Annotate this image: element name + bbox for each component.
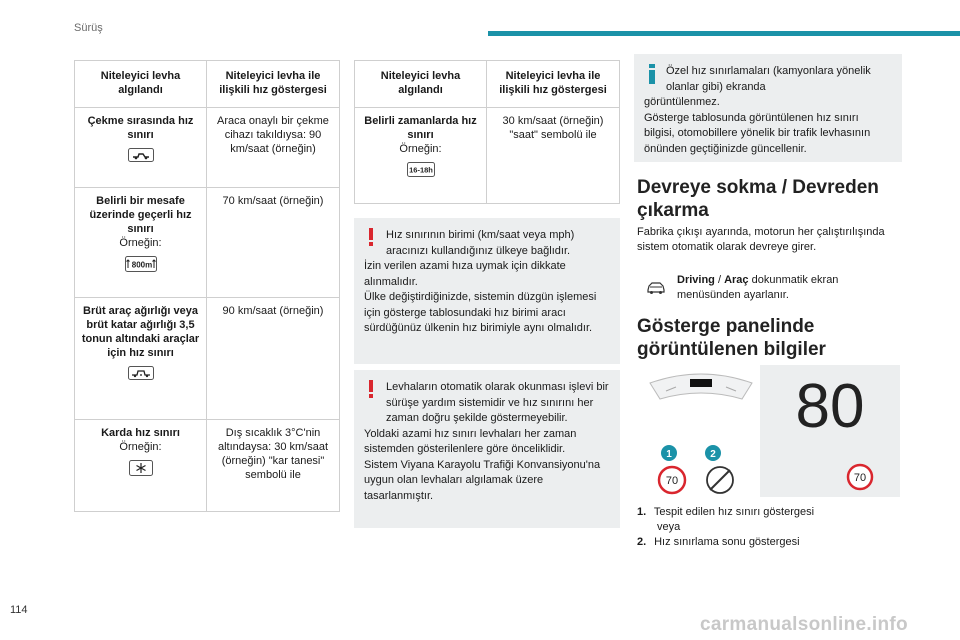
svg-text:70: 70 [665, 475, 679, 487]
towing-sign-icon [128, 148, 154, 162]
warning-exclamation-icon [368, 380, 374, 398]
table-cell: 90 km/saat (örneğin) [207, 298, 340, 420]
table-cell: Araca onaylı bir çekme cihazı takıldıysa: 90 km/saat (örneğin) [207, 108, 340, 188]
list-item-extra: veya [657, 521, 681, 533]
table-row: Karda hız sınırı Örneğin: [75, 420, 207, 512]
legend-list [637, 505, 899, 550]
table-header: Niteleyici levha ile ilişkili hız göstergesi [487, 61, 620, 108]
info-box: Özel hız sınırlamaları (kamyonlara yönelik olanlar gibi) ekranda görüntülenmez. Gösterge tablosunda görüntülenen hız sınırı bilgisi, otomobillere yönelik bir trafik levhasının önünden geçtiğinizde güncellenir. [634, 54, 902, 162]
section-title-activation: Devreye sokma / Devreden çıkarma [637, 177, 879, 221]
weight-sign-icon [128, 366, 154, 380]
car-icon [646, 281, 666, 295]
svg-text:1: 1 [666, 449, 672, 460]
watermark: carmanualsonline.info [700, 614, 908, 635]
table-row: Belirli zamanlarda hız sınırı Örneğin: 16-18h [355, 108, 487, 204]
table-row: Belirli bir mesafe üzerinde geçerli hız sınırı Örneğin: 800m [75, 188, 207, 298]
list-item: 2. Hız sınırlama sonu göstergesi [637, 536, 800, 548]
svg-text:70: 70 [853, 472, 867, 484]
driving-menu-instruction: Driving / Araç dokunmatik ekran menüsünden ayarlanır. [677, 274, 839, 301]
speed-display-panel [760, 365, 900, 497]
table-cell: Dış sıcaklık 3°C'nin altındaysa: 30 km/saat (örneğin) "kar tanesi" sembolü ile [207, 420, 340, 512]
svg-text:2: 2 [710, 449, 716, 460]
distance-sign-icon [125, 256, 157, 272]
table-header: Niteleyici levha algılandı [355, 61, 487, 108]
time-sign-icon [407, 162, 435, 177]
snowflake-sign-icon [129, 460, 153, 476]
header-accent-bar [488, 31, 960, 36]
table-header: Niteleyici levha algılandı [75, 61, 207, 108]
speed-limit-sign-icon [846, 463, 874, 491]
running-header: Sürüş [74, 22, 103, 34]
table-row: Çekme sırasında hız sınırı [75, 108, 207, 188]
info-icon [648, 64, 656, 84]
warning-box-reliability: Levhaların otomatik olarak okunması işlevi bir sürüşe yardım sistemidir ve hız sınırını her zaman doğru şekilde göstermeyebilir. Yoldaki azami hız sınırı levhaları her zaman sistemden gösterilenlere göre önceliklidir. Sistem Viyana Karayolu Trafiği Konvansiyonu'na uygun olan levhaları algılamak üzere tasarlanmıştır. [354, 370, 620, 528]
warning-exclamation-icon [368, 228, 374, 246]
table-cell: 70 km/saat (örneğin) [207, 188, 340, 298]
section-body-activation: Fabrika çıkışı ayarında, motorun her çalıştırılışında sistem otomatik olarak devreye girer. [637, 226, 885, 253]
qualifier-table-left [74, 60, 340, 512]
section-title-display: Gösterge panelinde görüntülenen bilgiler [637, 316, 826, 360]
svg-text:800m: 800m [131, 260, 152, 270]
svg-text:16-18h: 16-18h [408, 165, 433, 175]
qualifier-table-right [354, 60, 620, 204]
list-item: 1. Tespit edilen hız sınırı göstergesi [637, 506, 815, 518]
page-number: 114 [10, 604, 28, 616]
instrument-panel-illustration [646, 363, 756, 495]
table-row: Brüt araç ağırlığı veya brüt katar ağırlığı 3,5 tonun altındaki araçlar için hız sınırı [75, 298, 207, 420]
table-header: Niteleyici levha ile ilişkili hız göstergesi [207, 61, 340, 108]
table-cell: 30 km/saat (örneğin) "saat" sembolü ile [487, 108, 620, 204]
warning-box-unit: Hız sınırının birimi (km/saat veya mph) aracınızı kullandığınız ülkeye bağlıdır. İzin verilen azami hıza uymak için dikkate alınmalıdır. Ülke değiştirdiğinizde, sistemin düzgün işlemesi için gösterge tablosundaki hız birimi aracı sürdüğünüz ülkenin hız birimiyle aynı olmalıdır. [354, 218, 620, 364]
current-speed-value: 80 [795, 372, 865, 441]
